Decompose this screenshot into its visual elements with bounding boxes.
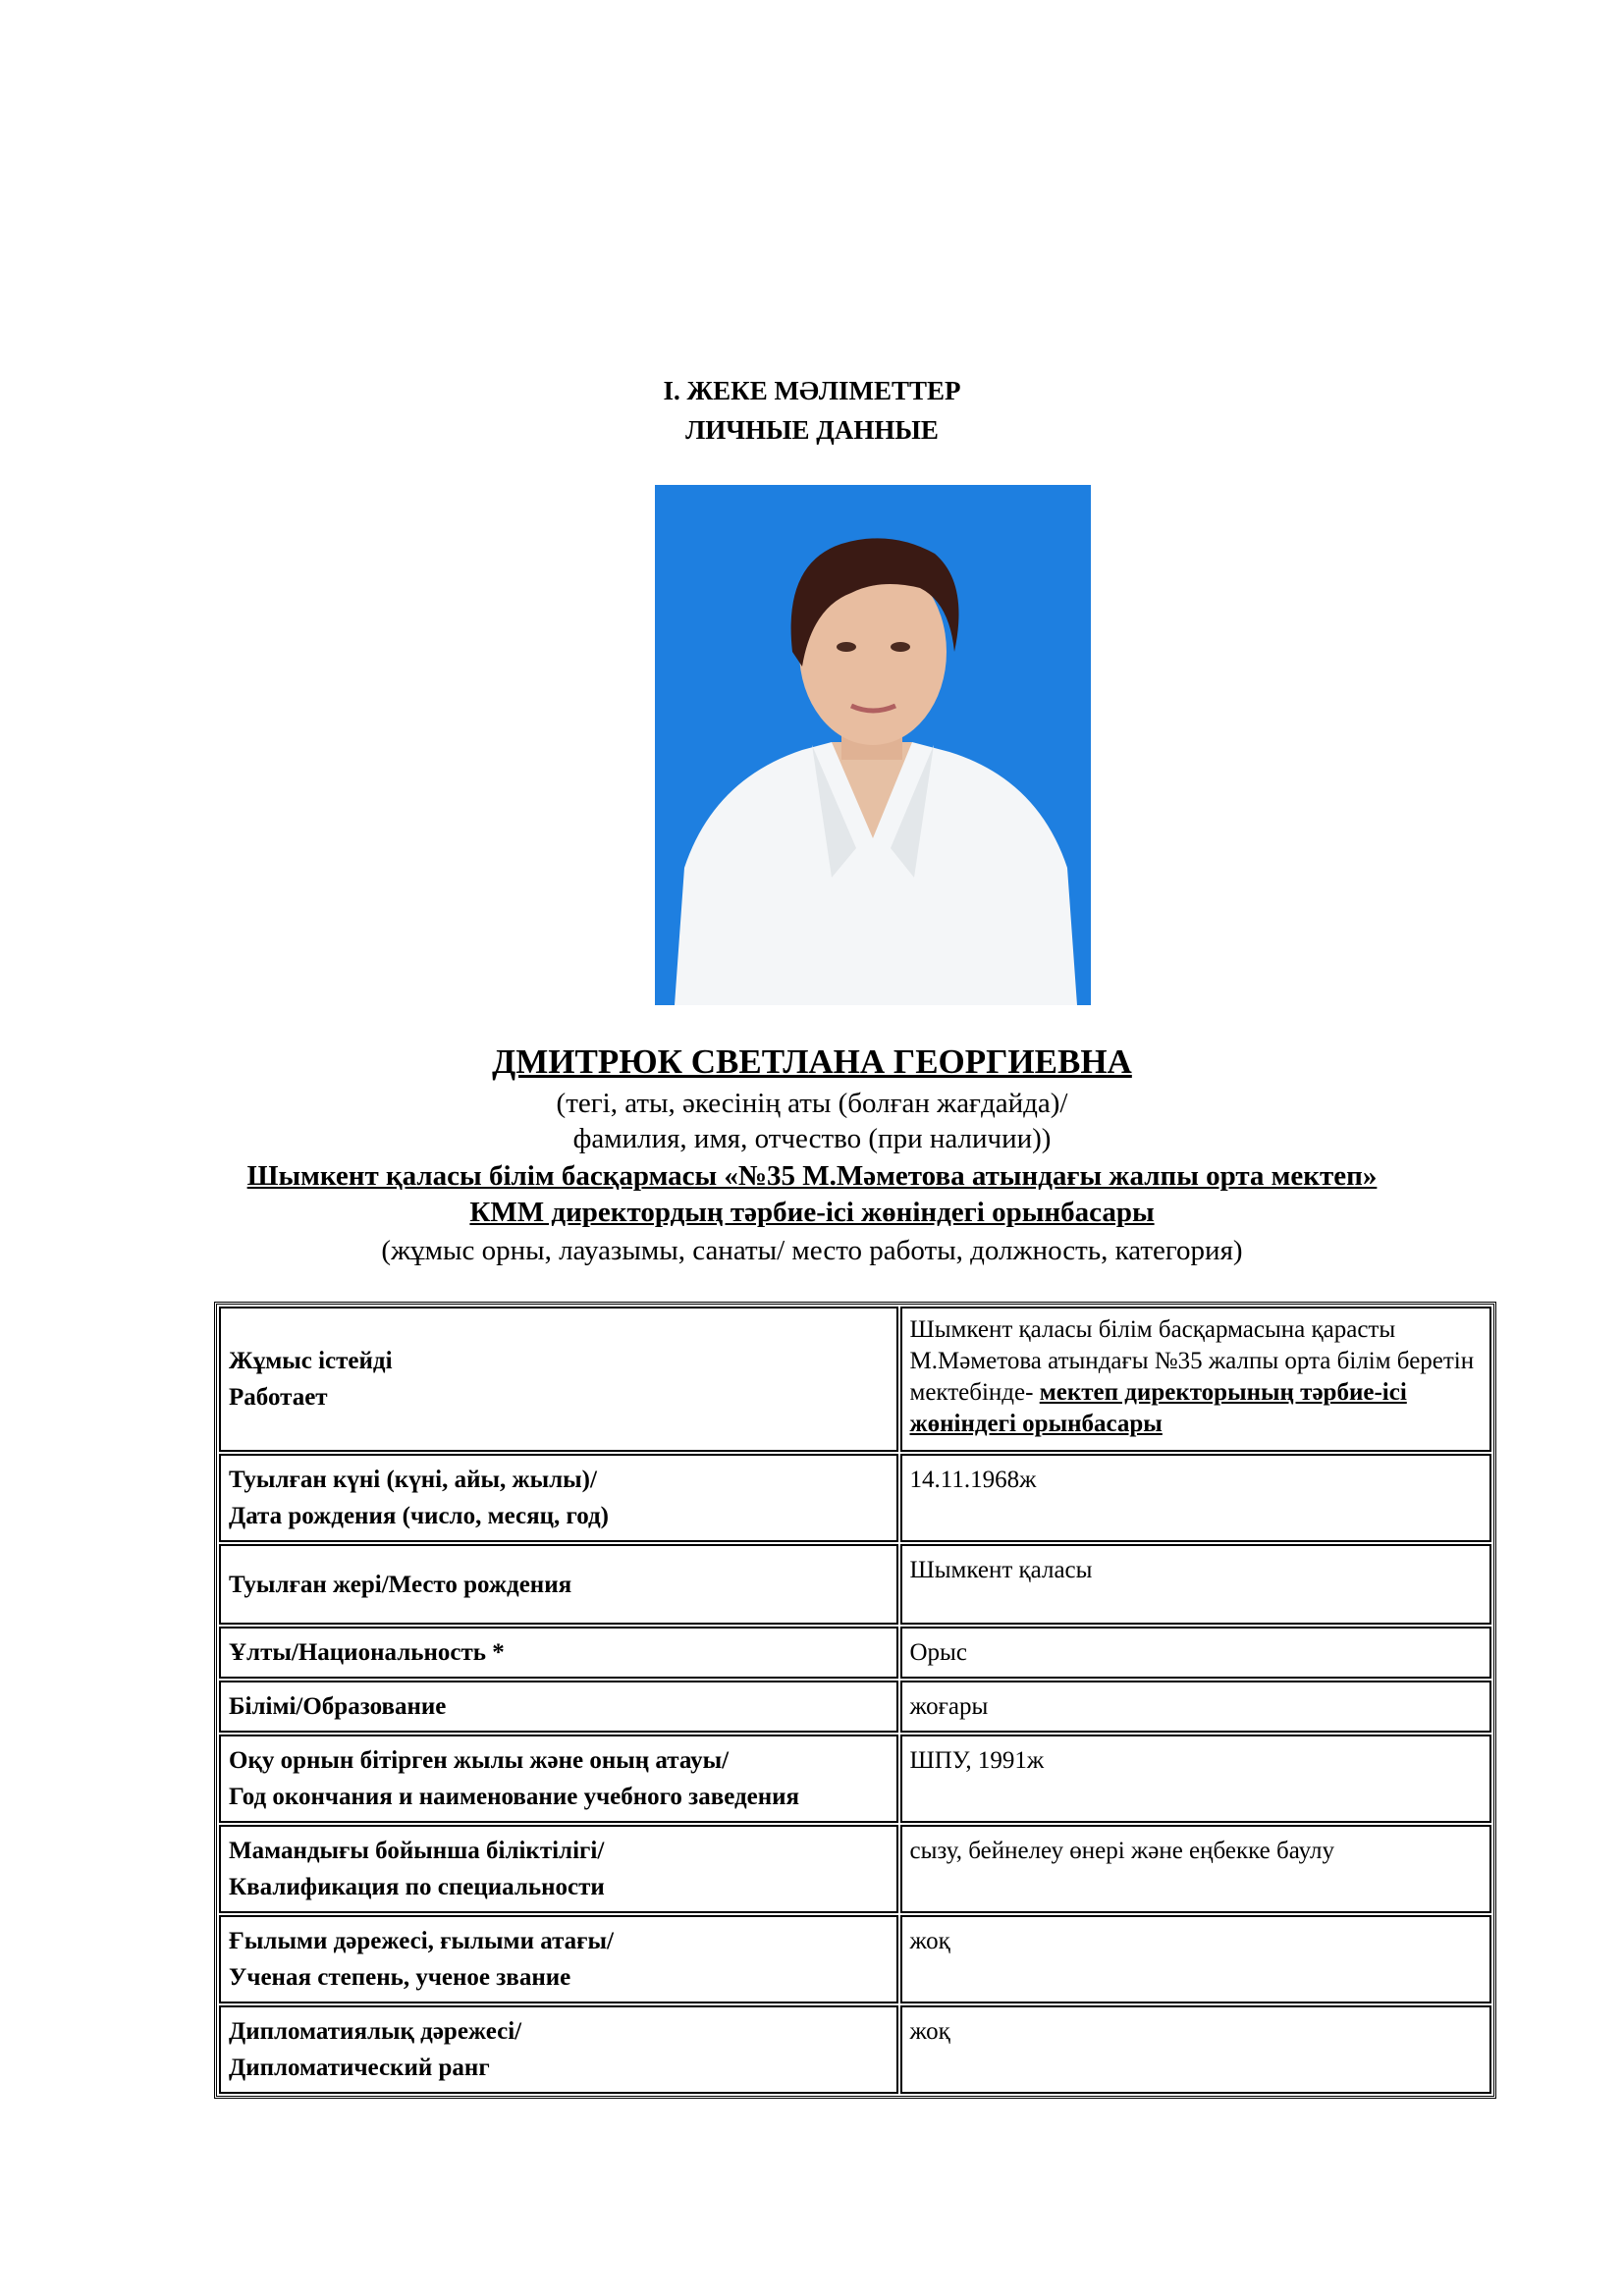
profile-photo [655,485,1091,1005]
row-label-ru: Дипломатический ранг [229,2055,490,2081]
workplace-caption: (жұмыс орны, лауазымы, санаты/ место работы, должность, категория) [381,1235,1243,1266]
row-label-kz: Жұмыс істейді [229,1348,393,1374]
portrait-illustration [655,485,1091,1005]
row-value: 14.11.1968ж [900,1454,1492,1542]
row-value: жоқ [900,1915,1492,2003]
row-label-kz: Оқу орнын бітірген жылы және оның атауы/ [229,1747,730,1774]
table-row [219,1454,1491,1542]
row-label-ru: Работает [229,1384,328,1411]
row-value: Шымкент қаласы [900,1544,1492,1625]
row-label: Туылған жері/Место рождения [219,1544,898,1625]
workplace-line-2: КММ директордың тәрбие-ісі жөніндегі орынбасары [469,1197,1155,1228]
row-value: жоқ [900,2005,1492,2094]
row-label [219,1825,898,1913]
workplace-position [0,1158,1624,1231]
table-row [219,1915,1491,2003]
work-value-position: мектеп директорының тәрбие-ісі жөніндегі орынбасары [909,1379,1407,1437]
name-caption-kz: (тегі, аты, әкесінің аты (болған жағдайда)/ [556,1088,1068,1119]
row-label [219,1307,898,1452]
table-row [219,1627,1491,1679]
table-row [219,1681,1491,1733]
row-value: Орыс [900,1627,1492,1679]
row-label-ru: Год окончания и наименование учебного заведения [229,1784,800,1810]
row-label-kz: Дипломатиялық дәрежесі/ [229,2018,522,2045]
row-label-kz: Туылған күні (күні, айы, жылы)/ [229,1467,597,1493]
row-label-ru: Дата рождения (число, месяц, год) [229,1503,610,1529]
full-name: ДМИТРЮК СВЕТЛАНА ГЕОРГИЕВНА [492,1042,1132,1081]
row-label [219,1454,898,1542]
row-label [219,2005,898,2094]
workplace-line-1: Шымкент қаласы білім басқармасы «№35 М.Мәметова атындағы жалпы орта мектеп» [246,1160,1378,1192]
row-label-ru: Квалификация по специальности [229,1874,605,1900]
row-label-kz: Ғылыми дәрежесі, ғылыми атағы/ [229,1928,614,1954]
row-label-kz: Мамандығы бойынша біліктілігі/ [229,1838,605,1864]
table-row [219,1544,1491,1625]
row-label: Ұлты/Национальность * [219,1627,898,1679]
row-value [900,1307,1492,1452]
section-title-ru: ЛИЧНЫЕ ДАННЫЕ [685,415,939,445]
table-row [219,1825,1491,1913]
row-value: жоғары [900,1681,1492,1733]
row-value: ШПУ, 1991ж [900,1735,1492,1823]
name-caption-ru: фамилия, имя, отчество (при наличии)) [572,1123,1052,1154]
row-value: сызу, бейнелеу өнері және еңбекке баулу [900,1825,1492,1913]
row-label [219,1735,898,1823]
row-label [219,1915,898,2003]
section-title-kz: I. ЖЕКЕ МӘЛІМЕТТЕР [663,376,961,405]
table-row [219,2005,1491,2094]
table-row [219,1735,1491,1823]
table-row [219,1307,1491,1452]
row-label: Білімі/Образование [219,1681,898,1733]
work-value-plain: Шымкент қаласы білім басқармасына қарасты М.Мәметова атындағы №35 жалпы орта білім беретін мектебінде- [909,1316,1475,1406]
section-title [0,371,1624,450]
row-label-ru: Ученая степень, ученое звание [229,1964,571,1991]
personal-info-table [214,1302,1496,2099]
